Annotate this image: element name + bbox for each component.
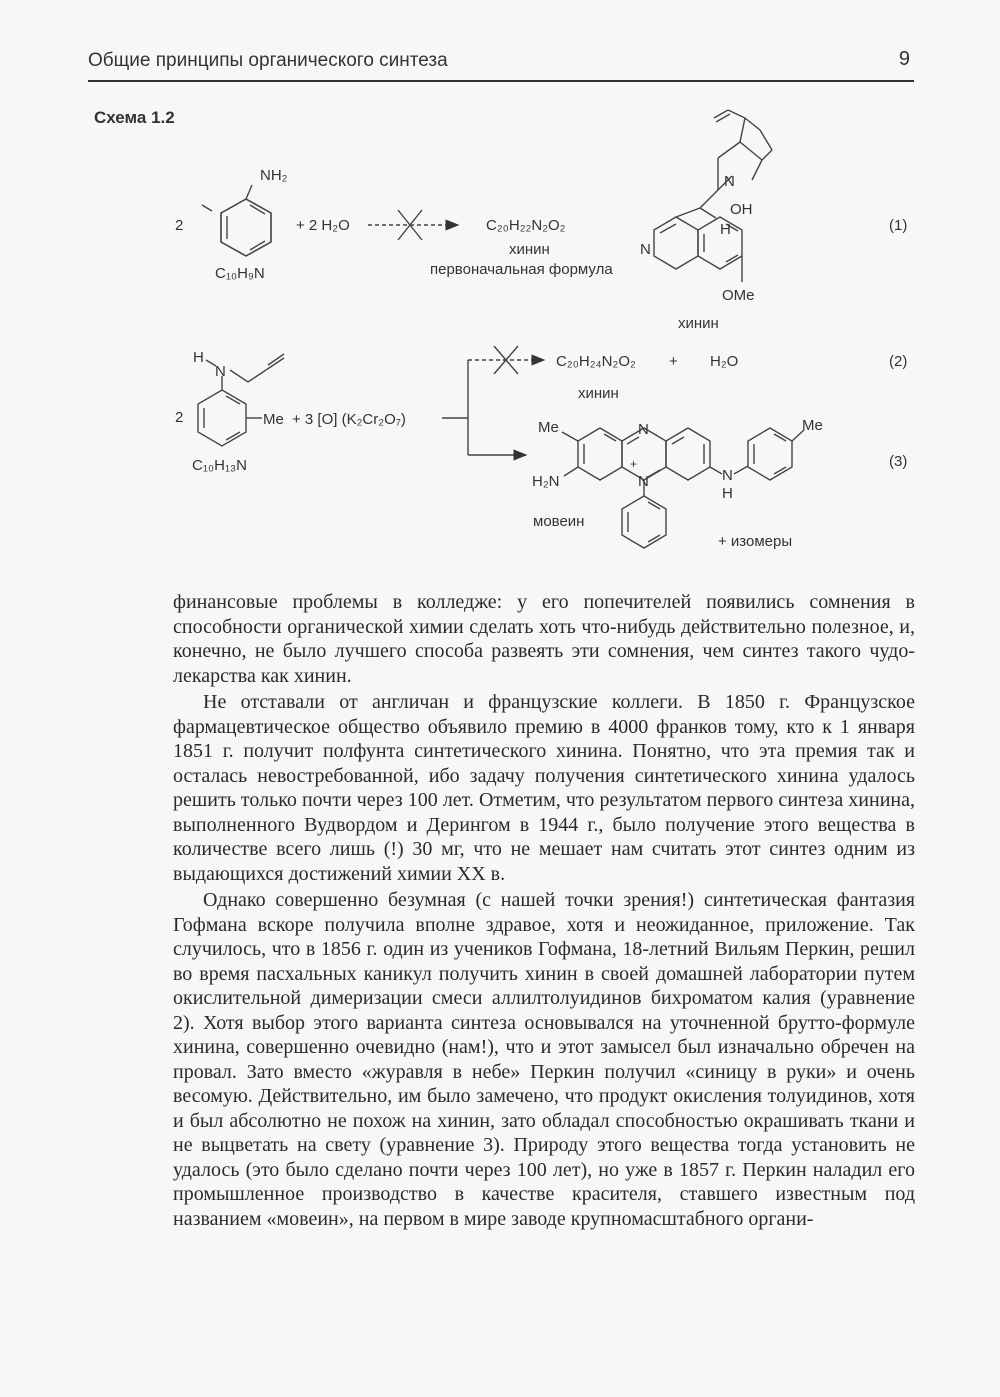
eq2-water: H₂O: [710, 353, 739, 370]
eq2-coef: 2: [175, 409, 184, 426]
eq1-reactant-formula: C₁₀H₉N: [215, 265, 265, 282]
eq2-plus: +: [669, 353, 678, 370]
naphthylamine-structure: [202, 185, 271, 256]
eq2-product-name: хинин: [578, 385, 619, 402]
mauveine-nh-h: H: [722, 485, 733, 502]
mauveine-name: мовеин: [533, 513, 585, 530]
eq3-number: (3): [889, 453, 908, 470]
eq2-n: N: [215, 363, 226, 380]
mauveine-plus-sign: +: [630, 457, 638, 471]
quinine-n-quinoline: N: [640, 241, 651, 258]
eq1-product-formula: C₂₀H₂₂N₂O₂: [486, 217, 566, 234]
mauveine-h2n: H₂N: [532, 473, 560, 490]
quinine-n-quinuclidine: N: [724, 173, 735, 190]
running-title: Общие принципы органического синтеза: [88, 50, 448, 71]
quinine-ome: OMe: [722, 287, 755, 304]
quinine-label: хинин: [678, 315, 719, 332]
eq2-me: Me: [263, 411, 284, 428]
eq1-nh2: NH₂: [260, 167, 288, 184]
eq2-reactant-formula: C₁₀H₁₃N: [192, 457, 247, 474]
mauveine-n-top: N: [638, 421, 649, 438]
eq2-product-formula: C₂₀H₂₄N₂O₂: [556, 353, 636, 370]
mauveine-n-plus: N: [638, 473, 649, 490]
quinine-oh: OH: [730, 201, 753, 218]
mauveine-me-left: Me: [538, 419, 559, 436]
scheme-label: Схема 1.2: [94, 108, 175, 127]
allyltoluidine-structure: [198, 354, 284, 446]
page-number: 9: [898, 48, 910, 70]
mauveine-nh-n: N: [722, 467, 733, 484]
eq1-coef: 2: [175, 217, 184, 234]
paragraph: Однако совершенно безумная (с нашей точки зрения!) синтетическая фантазия Гофмана вскоре получила вполне здравое, хотя и неожиданное, приложение. Так случилось, что в 1856 г. один из учеников Гофмана, 18-летний Вильям Перкин, решил во время пасхальных каникул получить хинин в своей домашней лаборатории путем окислительной димеризации смеси аллилтолуидинов бихроматом калия (уравнение 2). Хотя выбор этого варианта синтеза основывался на уточненной брутто-формуле хинина, совершенно очевидно (нам!), что и этот замысел был изначально обречен на провал. Зато вместо «журавля в небе» Перкин получил «синицу в руки» и очень весомую. Действительно, им было замечено, что продукт окисления толуидинов, хотя и был абсолютно не похож на хинин, зато обладал способностью окрашивать ткани и не выцветать на свету (уравнение 3). Природу этого вещества тогда установить не удалось (это было сделано почти через 100 лет), но уже в 1857 г. Перкин наладил его промышленное производство в качестве красителя, ставшего известным под названием «мовеин», на первом в мире заводе крупномасштабного органи-: [173, 889, 915, 1230]
paragraph: финансовые проблемы в колледже: у его попечителей появились сомнения в способности органической химии сделать хоть что-нибудь действительно полезное, и, конечно, не было лучшего способа развеять эти сомнения, чем синтез такого чудо-лекарства как хинин.: [173, 591, 915, 687]
mauveine-isomers: + изомеры: [718, 533, 793, 550]
mauveine-me-right: Me: [802, 417, 823, 434]
eq1-plus-water: + 2 H₂O: [296, 217, 350, 234]
eq2-number: (2): [889, 353, 908, 370]
mauveine-structure: [562, 428, 804, 548]
paragraph: Не отставали от англичан и французские коллеги. В 1850 г. Французское фармацевтическое общество объявило премию в 4000 франков тому, кто к 1 января 1851 г. получит полфунта синтетического хинина. Понятно, что эта премия так и осталась невостребованной, ибо задачу получения синтетического хинина удалось решить только почти через 100 лет. Отметим, что результатом первого синтеза хинина, выполненного Вудвордом и Дерингом в 1944 г., было получение этого вещества в количестве всего лишь (!) 30 мг, что не мешает нам считать этот синтез одним из выдающихся достижений химии XX в.: [173, 691, 915, 885]
body-text: [173, 590, 915, 1231]
eq2-h: H: [193, 349, 204, 366]
reaction-scheme: [0, 0, 1000, 580]
eq1-product-name: хинин: [509, 241, 550, 258]
eq1-number: (1): [889, 217, 908, 234]
quinine-structure: [654, 110, 772, 282]
eq1-product-note: первоначальная формула: [430, 261, 613, 278]
eq2-plus-oxidant: + 3 [O] (K₂Cr₂O₇): [292, 411, 406, 428]
quinine-h: H: [720, 221, 731, 238]
